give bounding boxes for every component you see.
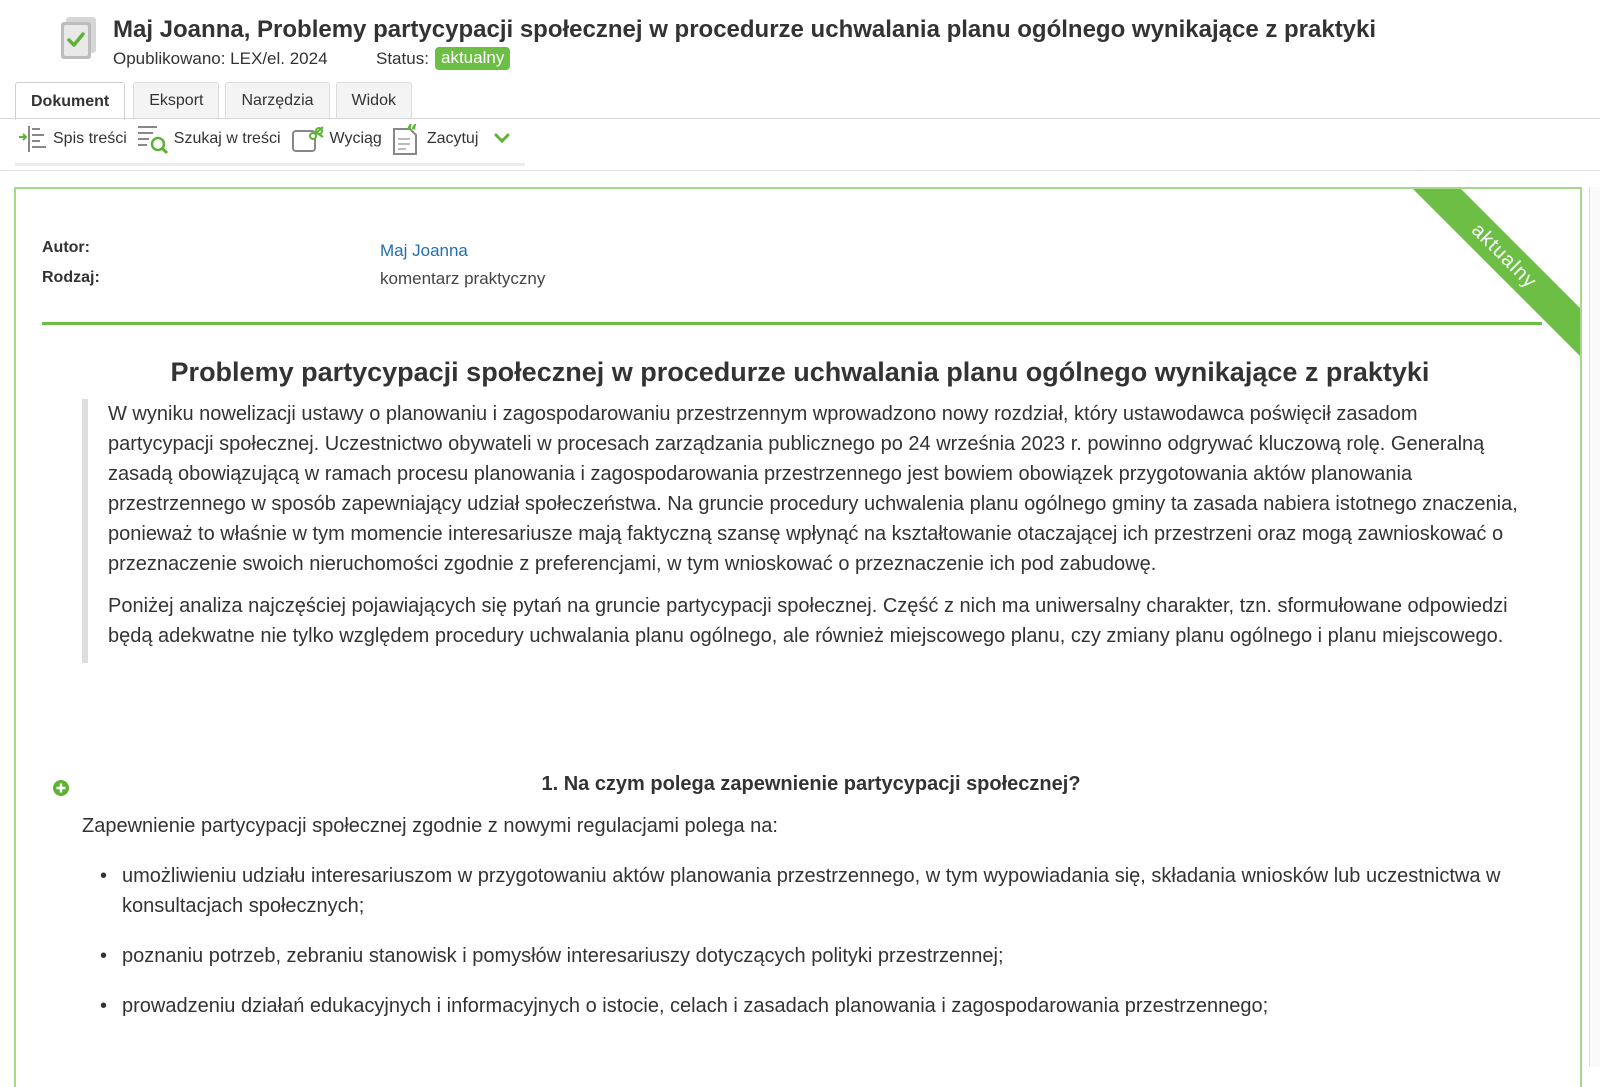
tab-dokument[interactable]: Dokument [15,82,125,120]
toc-icon [18,125,48,153]
document-header-title: Maj Joanna, Problemy partycypacji społecznej w procedurze uchwalania planu ogólnego wynikające z praktyki [113,16,1377,43]
toc-button[interactable] [18,125,127,153]
search-label: Szukaj w treści [173,130,281,147]
published-info: Opublikowano: LEX/el. 2024 [113,49,328,68]
type-value: komentarz praktyczny [380,269,546,288]
author-link[interactable]: Maj Joanna [380,241,468,260]
tab-widok[interactable]: Widok [336,82,412,118]
type-key: Rodzaj: [42,269,100,286]
author-key: Autor: [42,239,90,256]
bullet-list [82,861,1502,1041]
quote-label: Zacytuj [426,130,479,147]
toc-label: Spis treści [53,130,127,147]
document-content [14,187,1582,1087]
search-in-content-button[interactable] [137,124,281,154]
status-ribbon-label: aktualny [1393,187,1582,367]
question-intro: Zapewnienie partycypacji społecznej zgodnie z nowymi regulacjami polega na: [82,815,778,837]
document-toolbar [18,123,529,155]
search-icon [137,124,169,154]
scissors-icon [291,125,325,153]
abstract-block [82,399,1522,663]
quote-icon [392,123,422,155]
toolbar-underline [15,163,525,166]
chevron-down-icon[interactable] [490,131,514,147]
svg-text:“: “ [405,123,418,142]
list-item: • umożliwieniu udziału interesariuszom w przygotowaniu aktów planowania przestrzennego, w tym wypowiadania się, składania wniosków lub uczestnictwa w konsultacjach społecznych; [82,861,1502,921]
side-panel-edge [1589,187,1600,1067]
status-badge: aktualny [435,47,510,70]
question-heading: 1. Na czym polega zapewnienie partycypacji społecznej? [541,773,1081,795]
excerpt-button[interactable] [291,125,382,153]
list-item: • poznaniu potrzeb, zebraniu stanowisk i pomysłów interesariuszy dotyczących polityki przestrzennej; [82,941,1502,971]
list-item: • prowadzeniu działań edukacyjnych i informacyjnych o istocie, celach i zasadach planowania i zagospodarowania przestrzennego; [82,991,1502,1021]
tab-eksport[interactable]: Eksport [133,82,219,118]
meta-divider [42,322,1542,325]
ribbon-tabs [15,82,418,120]
document-title: Problemy partycypacji społecznej w procedurze uchwalania planu ogólnego wynikające z praktyki [170,357,1430,387]
abstract-paragraph: W wyniku nowelizacji ustawy o planowaniu i zagospodarowaniu przestrzennym wprowadzono nowy rozdział, który ustawodawca poświęcił zasadom partycypacji społecznej. Uczestnictwo obywateli w procesach zarządzania publicznego po 24 września 2023 r. powinno odgrywać kluczową rolę. Generalną zasadą obowiązującą w ramach procesu planowania i zagospodarowania przestrzennego jest bowiem obowiązek przygotowania aktów planowania przestrzennego w sposób zapewniający udział społeczeństwa. Na gruncie procedury uchwalenia planu ogólnego gminy ta zasada nabiera istotnego znaczenia, ponieważ to właśnie w tym momencie interesariusze mają faktyczną szansę wpłynąć na kształtowanie otaczającej ich przestrzeni oraz mogą zawnioskować o przeznaczenie swoich nieruchomości zgodnie z preferencjami, w tym wnioskować o przeznaczenie ich pod zabudowę. [108,403,1518,575]
header-separator [0,170,1600,171]
document-status-icon [60,17,98,61]
tabs-divider [0,118,1600,119]
tab-narzedzia[interactable]: Narzędzia [225,82,329,118]
excerpt-label: Wyciąg [329,130,382,147]
quote-button[interactable] [392,123,520,155]
abstract-paragraph: Poniżej analiza najczęściej pojawiających się pytań na gruncie partycypacji społecznej. Część z nich ma uniwersalny charakter, tzn. sformułowane odpowiedzi będą adekwatne nie tylko względem procedury uchwalania planu ogólnego, ale również miejscowego planu, czy zmiany planu ogólnego i planu miejscowego. [108,595,1508,647]
status-label: Status: [376,49,429,68]
